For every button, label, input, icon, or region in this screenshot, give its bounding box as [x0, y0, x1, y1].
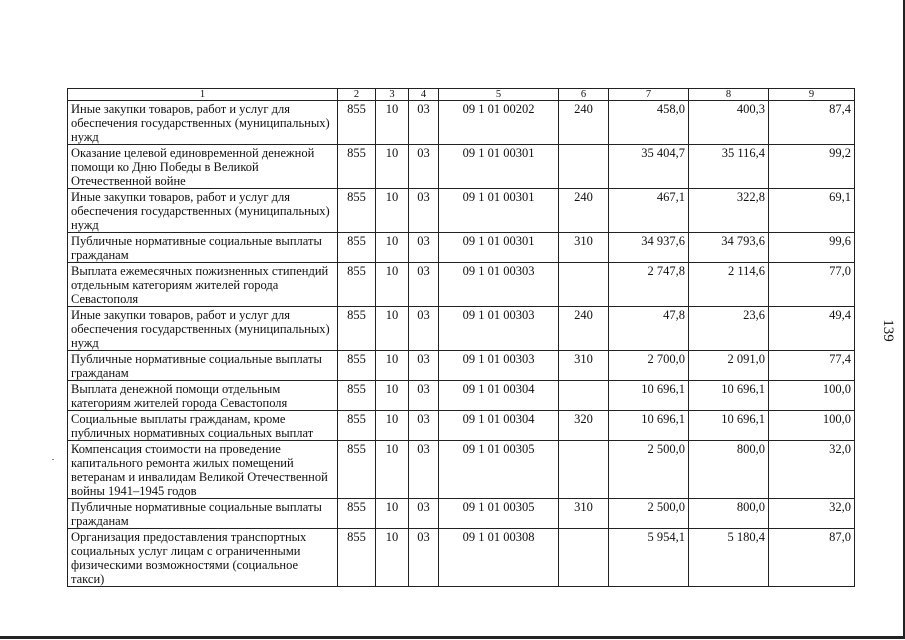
- target-article-cell: 09 1 01 00303: [439, 351, 559, 381]
- execution-percent-cell: 99,6: [769, 233, 855, 263]
- ministry-code-cell: 855: [338, 101, 376, 145]
- expense-type-cell: 310: [559, 351, 609, 381]
- subsection-cell: 03: [409, 145, 439, 189]
- row-name-cell: Публичные нормативные социальные выплаты гражданам: [68, 233, 338, 263]
- table-body: [68, 101, 855, 587]
- budget-table: [67, 88, 855, 587]
- table-row: [68, 499, 855, 529]
- table-row: [68, 233, 855, 263]
- expense-type-cell: [559, 145, 609, 189]
- table-row: [68, 263, 855, 307]
- ministry-code-cell: 855: [338, 411, 376, 441]
- execution-percent-cell: 99,2: [769, 145, 855, 189]
- execution-percent-cell: 87,0: [769, 529, 855, 587]
- table-row: [68, 189, 855, 233]
- expense-type-cell: 310: [559, 233, 609, 263]
- ministry-code-cell: 855: [338, 529, 376, 587]
- execution-percent-cell: 87,4: [769, 101, 855, 145]
- target-article-cell: 09 1 01 00301: [439, 145, 559, 189]
- expense-type-cell: 240: [559, 307, 609, 351]
- table-row: [68, 381, 855, 411]
- executed-amount-cell: 34 793,6: [689, 233, 769, 263]
- executed-amount-cell: 800,0: [689, 441, 769, 499]
- approved-amount-cell: 2 500,0: [609, 499, 689, 529]
- ministry-code-cell: 855: [338, 189, 376, 233]
- subsection-cell: 03: [409, 441, 439, 499]
- approved-amount-cell: 458,0: [609, 101, 689, 145]
- target-article-cell: 09 1 01 00308: [439, 529, 559, 587]
- executed-amount-cell: 322,8: [689, 189, 769, 233]
- execution-percent-cell: 69,1: [769, 189, 855, 233]
- executed-amount-cell: 10 696,1: [689, 381, 769, 411]
- ministry-code-cell: 855: [338, 145, 376, 189]
- subsection-cell: 03: [409, 381, 439, 411]
- column-header-4: 4: [409, 89, 439, 101]
- column-header-1: 1: [68, 89, 338, 101]
- column-header-8: 8: [689, 89, 769, 101]
- executed-amount-cell: 800,0: [689, 499, 769, 529]
- target-article-cell: 09 1 01 00304: [439, 381, 559, 411]
- target-article-cell: 09 1 01 00303: [439, 307, 559, 351]
- target-article-cell: 09 1 01 00301: [439, 233, 559, 263]
- section-cell: 10: [376, 499, 409, 529]
- section-cell: 10: [376, 307, 409, 351]
- row-name-cell: Оказание целевой единовременной денежной помощи ко Дню Победы в Великой Отечественной войне: [68, 145, 338, 189]
- ministry-code-cell: 855: [338, 351, 376, 381]
- approved-amount-cell: 10 696,1: [609, 411, 689, 441]
- target-article-cell: 09 1 01 00301: [439, 189, 559, 233]
- executed-amount-cell: 10 696,1: [689, 411, 769, 441]
- row-name-cell: Иные закупки товаров, работ и услуг для обеспечения государственных (муниципальных) нужд: [68, 307, 338, 351]
- executed-amount-cell: 23,6: [689, 307, 769, 351]
- expense-type-cell: 240: [559, 189, 609, 233]
- row-name-cell: Иные закупки товаров, работ и услуг для обеспечения государственных (муниципальных) нужд: [68, 101, 338, 145]
- approved-amount-cell: 5 954,1: [609, 529, 689, 587]
- row-name-cell: Иные закупки товаров, работ и услуг для обеспечения государственных (муниципальных) нужд: [68, 189, 338, 233]
- ministry-code-cell: 855: [338, 499, 376, 529]
- column-header-3: 3: [376, 89, 409, 101]
- approved-amount-cell: 47,8: [609, 307, 689, 351]
- section-cell: 10: [376, 233, 409, 263]
- table-row: [68, 441, 855, 499]
- executed-amount-cell: 2 091,0: [689, 351, 769, 381]
- row-name-cell: Публичные нормативные социальные выплаты гражданам: [68, 351, 338, 381]
- executed-amount-cell: 2 114,6: [689, 263, 769, 307]
- subsection-cell: 03: [409, 411, 439, 441]
- expense-type-cell: [559, 263, 609, 307]
- section-cell: 10: [376, 381, 409, 411]
- column-header-2: 2: [338, 89, 376, 101]
- row-name-cell: Компенсация стоимости на проведение капитального ремонта жилых помещений ветеранам и инвалидам Великой Отечественной войны 1941–1945 годов: [68, 441, 338, 499]
- ministry-code-cell: 855: [338, 441, 376, 499]
- approved-amount-cell: 467,1: [609, 189, 689, 233]
- execution-percent-cell: 100,0: [769, 381, 855, 411]
- execution-percent-cell: 32,0: [769, 499, 855, 529]
- row-name-cell: Организация предоставления транспортных социальных услуг лицам с ограниченными физическими возможностями (социальное такси): [68, 529, 338, 587]
- row-name-cell: Выплата денежной помощи отдельным категориям жителей города Севастополя: [68, 381, 338, 411]
- expense-type-cell: 310: [559, 499, 609, 529]
- table-row: [68, 411, 855, 441]
- execution-percent-cell: 77,0: [769, 263, 855, 307]
- table-row: [68, 351, 855, 381]
- subsection-cell: 03: [409, 351, 439, 381]
- approved-amount-cell: 35 404,7: [609, 145, 689, 189]
- target-article-cell: 09 1 01 00303: [439, 263, 559, 307]
- executed-amount-cell: 5 180,4: [689, 529, 769, 587]
- table-row: [68, 101, 855, 145]
- subsection-cell: 03: [409, 189, 439, 233]
- page-number: 139: [879, 319, 896, 342]
- expense-type-cell: [559, 381, 609, 411]
- approved-amount-cell: 34 937,6: [609, 233, 689, 263]
- ministry-code-cell: 855: [338, 263, 376, 307]
- expense-type-cell: [559, 529, 609, 587]
- section-cell: 10: [376, 351, 409, 381]
- target-article-cell: 09 1 01 00305: [439, 441, 559, 499]
- subsection-cell: 03: [409, 529, 439, 587]
- approved-amount-cell: 2 700,0: [609, 351, 689, 381]
- subsection-cell: 03: [409, 307, 439, 351]
- execution-percent-cell: 100,0: [769, 411, 855, 441]
- approved-amount-cell: 2 500,0: [609, 441, 689, 499]
- subsection-cell: 03: [409, 499, 439, 529]
- execution-percent-cell: 32,0: [769, 441, 855, 499]
- target-article-cell: 09 1 01 00305: [439, 499, 559, 529]
- subsection-cell: 03: [409, 233, 439, 263]
- table-row: [68, 307, 855, 351]
- section-cell: 10: [376, 441, 409, 499]
- ministry-code-cell: 855: [338, 233, 376, 263]
- approved-amount-cell: 2 747,8: [609, 263, 689, 307]
- row-name-cell: Публичные нормативные социальные выплаты гражданам: [68, 499, 338, 529]
- execution-percent-cell: 77,4: [769, 351, 855, 381]
- expense-type-cell: 240: [559, 101, 609, 145]
- target-article-cell: 09 1 01 00304: [439, 411, 559, 441]
- row-name-cell: Выплата ежемесячных пожизненных стипендий отдельным категориям жителей города Севастополя: [68, 263, 338, 307]
- expense-type-cell: 320: [559, 411, 609, 441]
- section-cell: 10: [376, 411, 409, 441]
- execution-percent-cell: 49,4: [769, 307, 855, 351]
- section-cell: 10: [376, 145, 409, 189]
- subsection-cell: 03: [409, 101, 439, 145]
- column-header-9: 9: [769, 89, 855, 101]
- section-cell: 10: [376, 529, 409, 587]
- section-cell: 10: [376, 263, 409, 307]
- ministry-code-cell: 855: [338, 307, 376, 351]
- subsection-cell: 03: [409, 263, 439, 307]
- section-cell: 10: [376, 189, 409, 233]
- column-header-5: 5: [439, 89, 559, 101]
- ministry-code-cell: 855: [338, 381, 376, 411]
- approved-amount-cell: 10 696,1: [609, 381, 689, 411]
- executed-amount-cell: 400,3: [689, 101, 769, 145]
- table-row: [68, 529, 855, 587]
- executed-amount-cell: 35 116,4: [689, 145, 769, 189]
- header-row: [68, 89, 855, 101]
- expense-type-cell: [559, 441, 609, 499]
- row-name-cell: Социальные выплаты гражданам, кроме публичных нормативных социальных выплат: [68, 411, 338, 441]
- column-header-6: 6: [559, 89, 609, 101]
- section-cell: 10: [376, 101, 409, 145]
- scan-speck: [52, 459, 54, 460]
- table-row: [68, 145, 855, 189]
- target-article-cell: 09 1 01 00202: [439, 101, 559, 145]
- column-header-7: 7: [609, 89, 689, 101]
